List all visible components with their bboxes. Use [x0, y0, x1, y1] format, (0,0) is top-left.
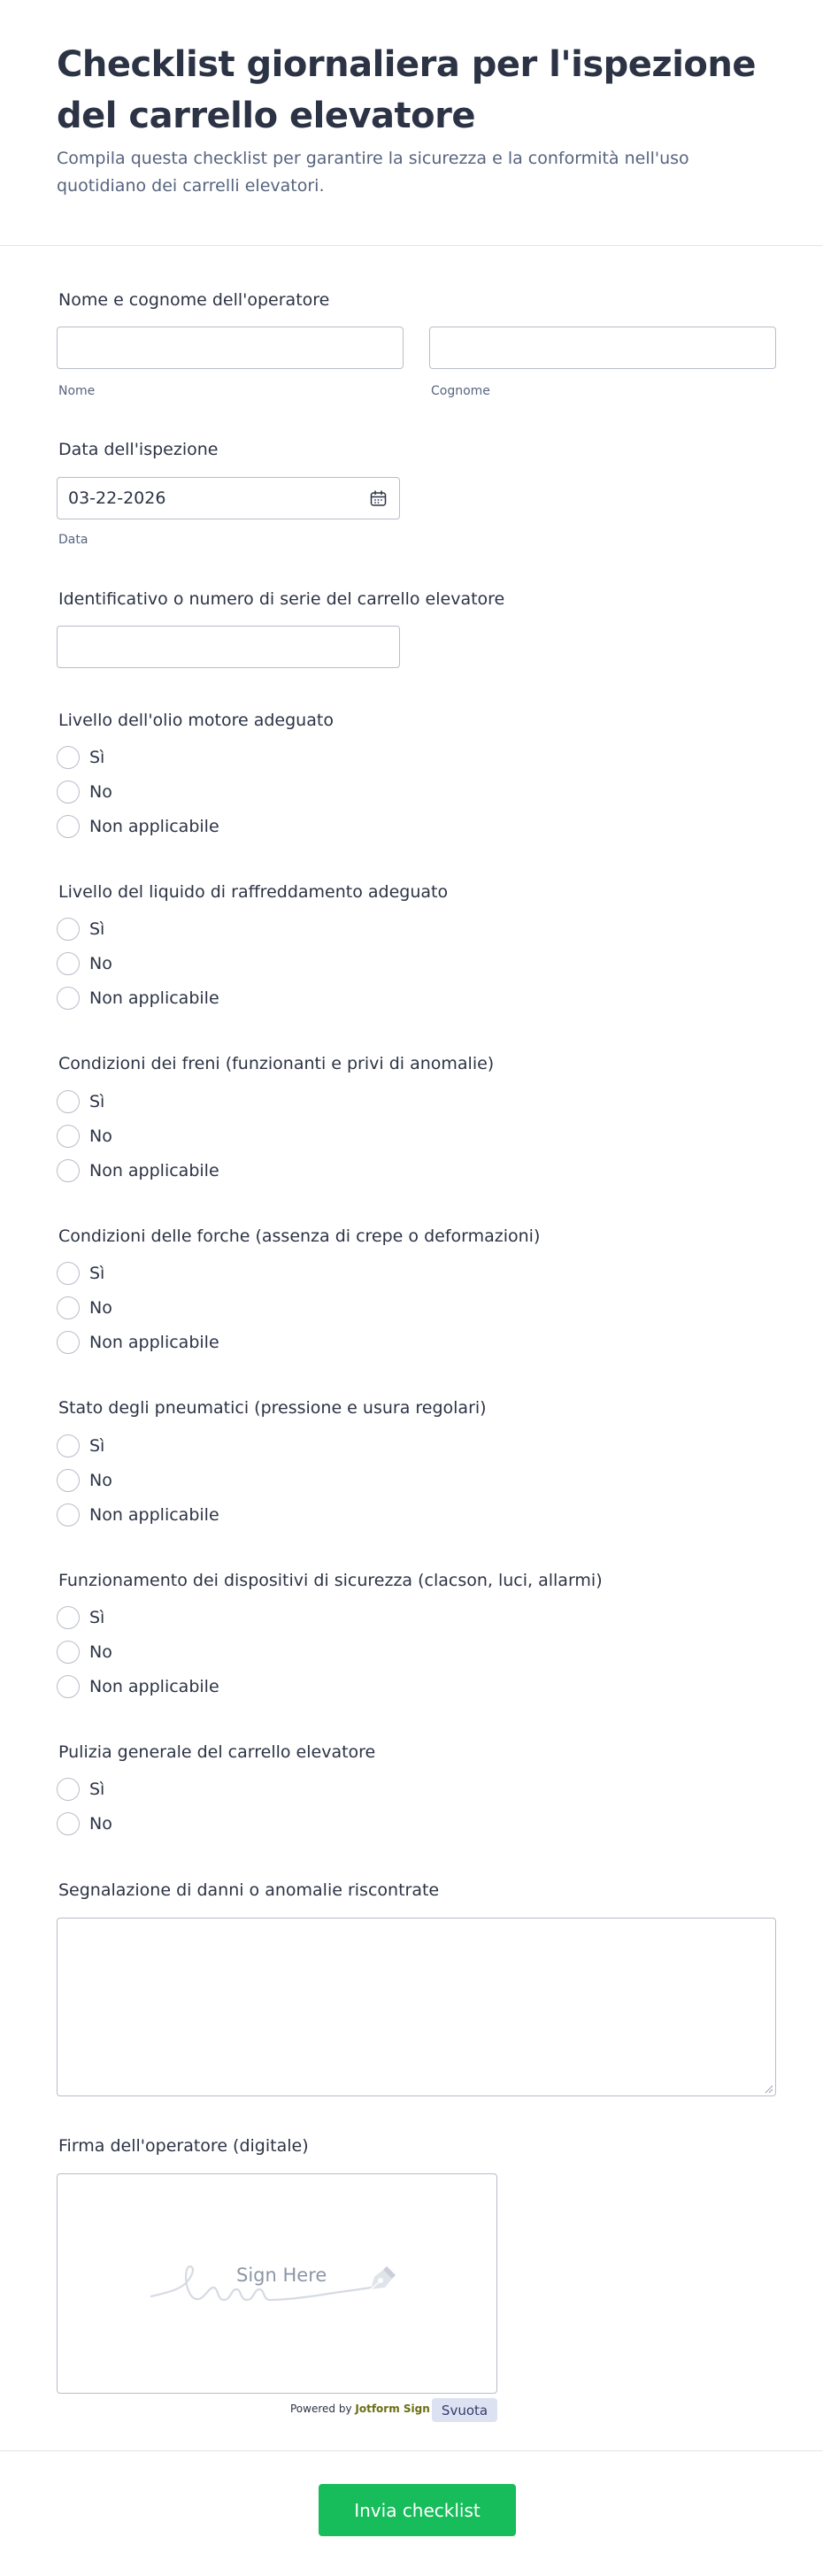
powered-by: [290, 2403, 430, 2415]
damage-report-label: Segnalazione di danni o anomalie riscontrate: [58, 1880, 440, 1900]
q-brakes-option-yes[interactable]: [57, 1090, 499, 1113]
q-oil-option-yes[interactable]: [57, 746, 499, 769]
q-brakes-label: Condizioni dei freni (funzionanti e privi di anomalie): [58, 1054, 495, 1073]
form-title: Checklist giornaliera per l'ispezione del carrello elevatore: [57, 44, 756, 136]
q-forks-option-na[interactable]: [57, 1331, 499, 1354]
last-name-input[interactable]: [429, 327, 776, 369]
radio-label: No: [89, 1642, 112, 1662]
q-brakes-option-no[interactable]: [57, 1125, 499, 1148]
radio-label: Sì: [89, 1608, 105, 1627]
footer-divider: [0, 2450, 823, 2451]
serial-input[interactable]: [57, 626, 400, 668]
radio-label: No: [89, 1471, 112, 1490]
q-forks-option-yes[interactable]: [57, 1262, 499, 1285]
radio-label: Non applicabile: [89, 1333, 219, 1352]
q-brakes-option-na[interactable]: [57, 1159, 499, 1182]
calendar-icon[interactable]: [370, 490, 387, 507]
damage-report-textarea[interactable]: [57, 1918, 776, 2096]
q-tires-option-na[interactable]: [57, 1503, 499, 1526]
radio-label: Sì: [89, 1092, 105, 1111]
signature-pad[interactable]: [57, 2173, 497, 2394]
radio-button[interactable]: [57, 1090, 80, 1113]
radio-button[interactable]: [57, 1159, 80, 1182]
inspection-date-sublabel: Data: [58, 533, 88, 547]
radio-label: No: [89, 1127, 112, 1146]
radio-label: Non applicabile: [89, 817, 219, 836]
q-safety-devices-option-no[interactable]: [57, 1641, 499, 1664]
q-cleanliness-label: Pulizia generale del carrello elevatore: [58, 1742, 376, 1762]
radio-label: No: [89, 782, 112, 802]
radio-button[interactable]: [57, 1331, 80, 1354]
radio-button[interactable]: [57, 1434, 80, 1457]
resize-handle-icon[interactable]: [763, 2083, 773, 2094]
first-name-input[interactable]: [57, 327, 404, 369]
q-oil-option-no[interactable]: [57, 780, 499, 804]
radio-button[interactable]: [57, 1469, 80, 1492]
serial-label: Identificativo o numero di serie del carrello elevatore: [58, 589, 505, 609]
radio-button[interactable]: [57, 952, 80, 975]
radio-button[interactable]: [57, 1296, 80, 1319]
radio-button[interactable]: [57, 1675, 80, 1698]
radio-button[interactable]: [57, 1778, 80, 1801]
radio-button[interactable]: [57, 987, 80, 1010]
radio-button[interactable]: [57, 1641, 80, 1664]
form-header: [0, 0, 823, 246]
q-coolant-option-no[interactable]: [57, 952, 499, 975]
q-oil-option-na[interactable]: [57, 815, 499, 838]
radio-label: Sì: [89, 1264, 105, 1283]
q-safety-devices-option-yes[interactable]: [57, 1606, 499, 1629]
clear-signature-button[interactable]: Svuota: [432, 2398, 497, 2422]
radio-button[interactable]: [57, 918, 80, 941]
pen-nib-icon: [364, 2261, 399, 2296]
radio-button[interactable]: [57, 1503, 80, 1526]
last-name-sublabel: Cognome: [431, 384, 490, 398]
inspection-date-input[interactable]: [57, 477, 400, 519]
signature-placeholder: Sign Here: [236, 2265, 327, 2286]
radio-label: No: [89, 1298, 112, 1318]
q-oil-label: Livello dell'olio motore adeguato: [58, 711, 334, 730]
q-forks-option-no[interactable]: [57, 1296, 499, 1319]
q-tires-option-yes[interactable]: [57, 1434, 499, 1457]
radio-label: No: [89, 954, 112, 973]
radio-button[interactable]: [57, 1812, 80, 1835]
powered-by-brand: Jotform Sign: [355, 2403, 430, 2415]
q-safety-devices-option-na[interactable]: [57, 1675, 499, 1698]
radio-button[interactable]: [57, 815, 80, 838]
q-coolant-option-na[interactable]: [57, 987, 499, 1010]
q-tires-option-no[interactable]: [57, 1469, 499, 1492]
q-forks-label: Condizioni delle forche (assenza di crepe o deformazioni): [58, 1226, 541, 1246]
signature-label: Firma dell'operatore (digitale): [58, 2136, 309, 2156]
radio-button[interactable]: [57, 1125, 80, 1148]
radio-button[interactable]: [57, 1606, 80, 1629]
first-name-sublabel: Nome: [58, 384, 96, 398]
q-cleanliness-option-yes[interactable]: [57, 1778, 499, 1801]
radio-label: Sì: [89, 919, 105, 939]
radio-label: Non applicabile: [89, 1505, 219, 1525]
radio-label: No: [89, 1814, 112, 1834]
inspection-date-label: Data dell'ispezione: [58, 440, 219, 459]
q-tires-label: Stato degli pneumatici (pressione e usura regolari): [58, 1398, 487, 1418]
operator-name-label: Nome e cognome dell'operatore: [58, 290, 330, 310]
radio-label: Sì: [89, 1780, 105, 1799]
radio-label: Non applicabile: [89, 1677, 219, 1696]
submit-button[interactable]: Invia checklist: [319, 2484, 516, 2536]
q-safety-devices-label: Funzionamento dei dispositivi di sicurezza (clacson, luci, allarmi): [58, 1571, 603, 1590]
q-coolant-label: Livello del liquido di raffreddamento adeguato: [58, 882, 449, 902]
radio-button[interactable]: [57, 746, 80, 769]
radio-label: Non applicabile: [89, 988, 219, 1008]
radio-label: Sì: [89, 1436, 105, 1456]
radio-button[interactable]: [57, 1262, 80, 1285]
radio-button[interactable]: [57, 780, 80, 804]
q-coolant-option-yes[interactable]: [57, 918, 499, 941]
form-subtitle: Compila questa checklist per garantire la sicurezza e la conformità nell'uso quotidiano dei carrelli elevatori.: [57, 149, 689, 196]
powered-by-prefix: Powered by: [290, 2403, 352, 2415]
radio-label: Sì: [89, 748, 105, 767]
inspection-date-value: 03-22-2026: [68, 488, 166, 508]
q-cleanliness-option-no[interactable]: [57, 1812, 499, 1835]
radio-label: Non applicabile: [89, 1161, 219, 1180]
